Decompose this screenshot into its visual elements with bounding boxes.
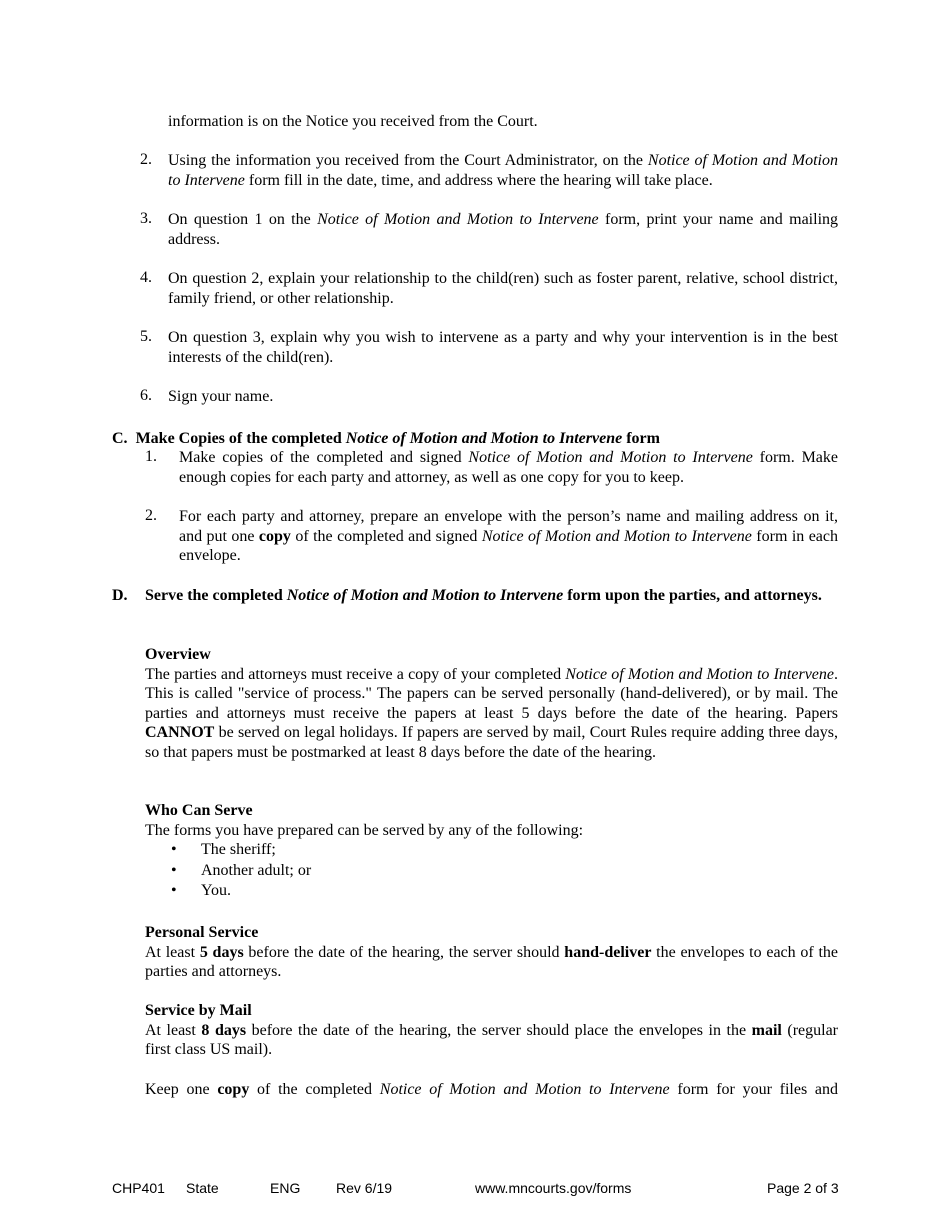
who-can-serve-heading: Who Can Serve xyxy=(145,802,253,819)
section-b-item xyxy=(140,210,838,249)
section-b-item xyxy=(140,387,838,407)
keep-copy-text: Keep one copy of the completed Notice of Motion and Motion to Intervene form for your files and xyxy=(145,1081,839,1098)
section-c-item xyxy=(145,448,838,487)
item-number: 5. xyxy=(140,328,152,345)
bullet-icon: • xyxy=(171,861,177,879)
item-text: Sign your name. xyxy=(168,388,274,405)
personal-service-block xyxy=(145,923,838,982)
mail-service-block xyxy=(145,1001,838,1060)
section-d-heading xyxy=(112,586,838,606)
footer-page-number: Page 2 of 3 xyxy=(767,1180,839,1196)
bullet-icon: • xyxy=(171,841,177,858)
footer-state: State xyxy=(186,1180,219,1196)
who-can-serve-block xyxy=(145,801,838,902)
overview-heading: Overview xyxy=(145,646,211,663)
item-number: 6. xyxy=(140,387,152,404)
section-b-item xyxy=(140,151,838,190)
item-number: 1. xyxy=(145,448,157,465)
mail-service-heading: Service by Mail xyxy=(145,1002,252,1019)
list-item: • The sheriff; xyxy=(145,840,838,861)
item-text: For each party and attorney, prepare an envelope with the person’s name and mailing address on it, and put one copy of the completed and signed Notice of Motion and Motion to Intervene form in each envelope. xyxy=(179,508,838,564)
bullet-icon: • xyxy=(171,882,177,899)
list-item: • You. xyxy=(145,881,838,902)
who-can-serve-intro: The forms you have prepared can be served by any of the following: xyxy=(145,821,584,839)
section-letter: C. xyxy=(112,430,128,447)
item-number: 2. xyxy=(140,151,152,168)
footer-revision: Rev 6/19 xyxy=(336,1180,393,1196)
overview-block xyxy=(145,645,838,762)
footer-url: www.mncourts.gov/forms xyxy=(475,1180,632,1196)
section-title: Serve the completed Notice of Motion and Motion to Intervene form upon the parties, and attorneys. xyxy=(145,587,822,604)
section-c-heading: C. Make Copies of the completed Notice of Motion and Motion to Intervene form xyxy=(112,430,660,447)
section-letter: D. xyxy=(112,587,128,604)
item-text: On question 3, explain why you wish to intervene as a party and why your intervention is in the best interests of the child(ren). xyxy=(168,329,838,366)
item-text: On question 2, explain your relationship to the child(ren) such as foster parent, relative, school district, family friend, or other relationship. xyxy=(168,270,838,307)
item-number: 4. xyxy=(140,269,152,286)
personal-service-heading: Personal Service xyxy=(145,924,259,941)
footer-language: ENG xyxy=(270,1180,301,1196)
section-b-item xyxy=(140,269,838,308)
item-text: Using the information you received from the Court Administrator, on the Notice of Motion and Motion to Intervene form fill in the date, time, and address where the hearing will take place. xyxy=(168,152,838,189)
mail-service-text: At least 8 days before the date of the hearing, the server should place the envelopes in the mail (regular first class US mail). xyxy=(145,1021,839,1058)
list-item: • Another adult; or xyxy=(145,861,838,882)
footer-form-id: CHP401 xyxy=(112,1180,165,1196)
item-text: Make copies of the completed and signed Notice of Motion and Motion to Intervene form. Make enough copies for each party and attorney, as well as one copy for you to keep. xyxy=(179,449,838,486)
overview-text: The parties and attorneys must receive a copy of your completed Notice of Motion and Motion to Intervene. This is called "service of process." The papers can be served personally (hand-delivered), or by mail. The parties and attorneys must receive the papers at least 5 days before the date of the hearing. Papers CANNOT be served on legal holidays. If papers are served by mail, Court Rules require adding three days, so that papers must be postmarked at least 8 days before the date of the hearing. xyxy=(145,665,839,761)
item-text: On question 1 on the Notice of Motion and Motion to Intervene form, print your name and mailing address. xyxy=(168,211,839,248)
item-number: 3. xyxy=(140,210,152,227)
server-list xyxy=(145,840,838,902)
section-c-item xyxy=(145,507,838,566)
item-number: 2. xyxy=(145,507,157,524)
section-b-item xyxy=(140,328,838,367)
continuation-text: information is on the Notice you received from the Court. xyxy=(168,113,538,130)
personal-service-text: At least 5 days before the date of the hearing, the server should hand-deliver the envelopes to each of the parties and attorneys. xyxy=(145,943,839,980)
